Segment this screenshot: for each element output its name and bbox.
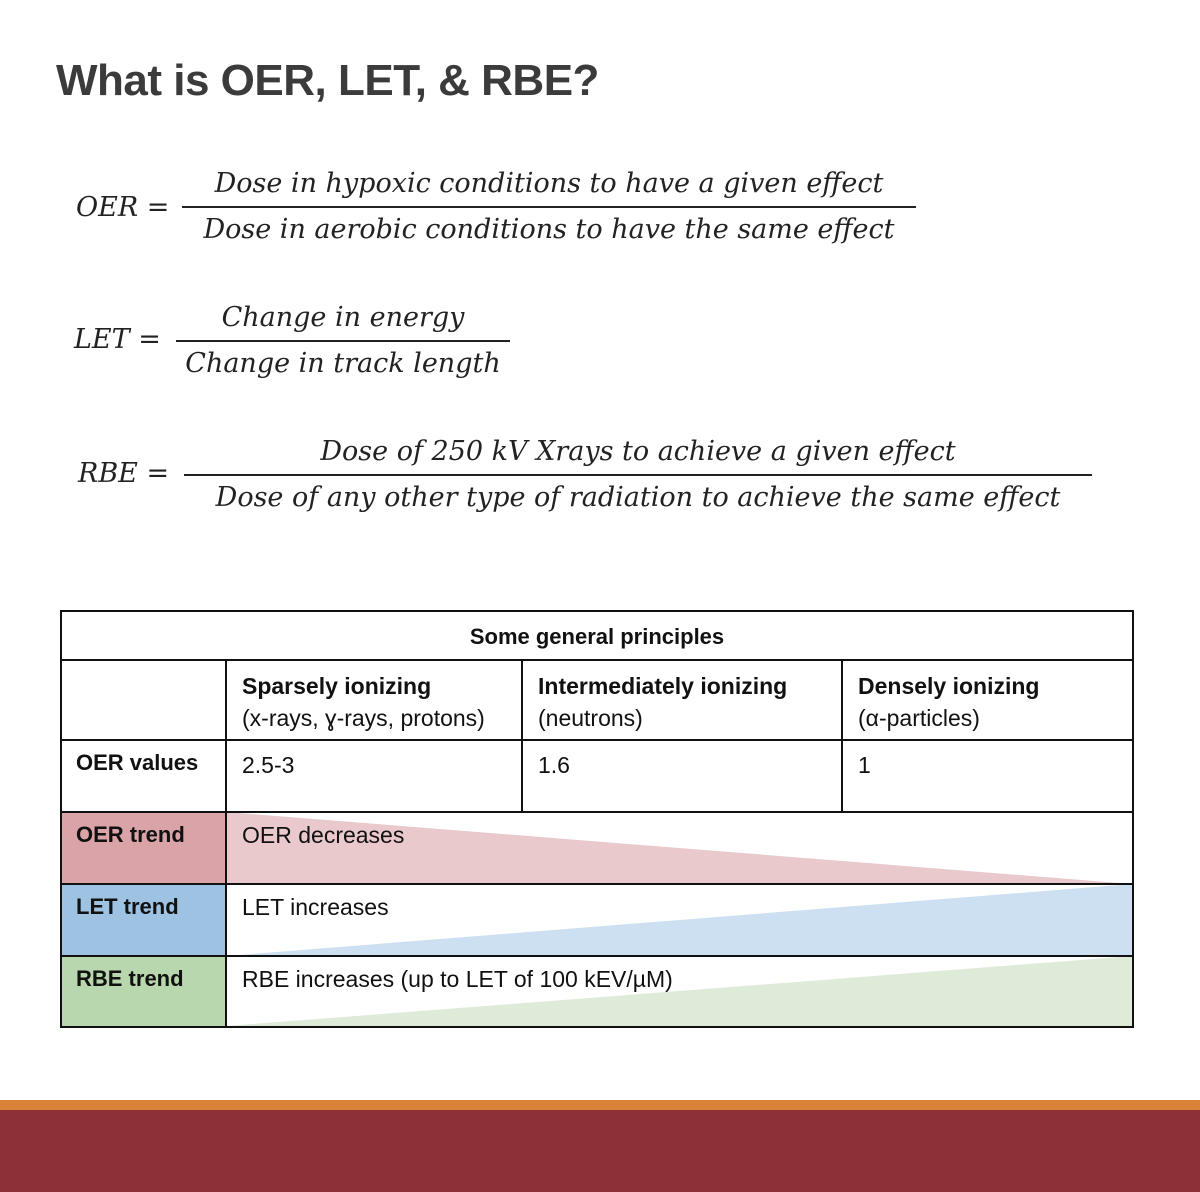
oer-equation-lhs: OER = bbox=[76, 192, 170, 223]
rbe-fraction bbox=[184, 432, 1092, 518]
oer-value-dense: 1 bbox=[858, 752, 871, 778]
rbe-trend-text: RBE increases (up to LET of 100 kEV/µM) bbox=[242, 966, 673, 992]
table-rule bbox=[62, 739, 1132, 741]
let-fraction bbox=[176, 298, 510, 384]
column-header-dense bbox=[842, 660, 1132, 740]
table-caption: Some general principles bbox=[469, 624, 725, 649]
table-rule bbox=[62, 883, 1132, 885]
column-subtitle-sparse: (x-rays, ɣ-rays, protons) bbox=[242, 705, 485, 731]
table-rule bbox=[225, 660, 227, 1026]
oer-trend-text: OER decreases bbox=[242, 822, 405, 848]
let-equation-lhs: LET = bbox=[74, 324, 161, 355]
column-header-sparse bbox=[226, 660, 522, 740]
rbe-trend-cell bbox=[226, 956, 1132, 1026]
let-denominator: Change in track length bbox=[185, 348, 501, 379]
column-subtitle-intermediate: (neutrons) bbox=[538, 705, 643, 731]
oer-trend-cell bbox=[226, 812, 1132, 884]
principles-table bbox=[60, 610, 1134, 1028]
column-subtitle-dense: (α-particles) bbox=[858, 705, 980, 731]
oer-value-sparse: 2.5-3 bbox=[242, 752, 295, 778]
let-fraction-bar bbox=[176, 340, 510, 342]
oer-value-intermediate: 1.6 bbox=[538, 752, 570, 778]
table-rule bbox=[62, 811, 1132, 813]
rbe-numerator: Dose of 250 kV Xrays to achieve a given effect bbox=[320, 436, 956, 467]
let-trend-cell bbox=[226, 884, 1132, 956]
table-rule bbox=[62, 955, 1132, 957]
column-header-intermediate bbox=[522, 660, 842, 740]
column-title-intermediate: Intermediately ionizing bbox=[538, 673, 788, 699]
oer-fraction bbox=[182, 164, 916, 250]
footer-bar bbox=[0, 1110, 1200, 1192]
oer-values-label: OER values bbox=[76, 750, 199, 775]
rbe-denominator: Dose of any other type of radiation to achieve the same effect bbox=[215, 482, 1061, 513]
oer-denominator: Dose in aerobic conditions to have the same effect bbox=[203, 214, 895, 245]
table-rule bbox=[521, 660, 523, 812]
table-rule bbox=[841, 660, 843, 812]
oer-trend-label: OER trend bbox=[62, 812, 226, 884]
column-title-sparse: Sparsely ionizing bbox=[242, 673, 432, 699]
let-trend-text: LET increases bbox=[242, 894, 389, 920]
column-title-dense: Densely ionizing bbox=[858, 673, 1040, 699]
rbe-trend-label: RBE trend bbox=[62, 956, 226, 1026]
rbe-equation-lhs: RBE = bbox=[78, 458, 170, 489]
table-rule bbox=[62, 659, 1132, 661]
rbe-fraction-bar bbox=[184, 474, 1092, 476]
slide-title: What is OER, LET, & RBE? bbox=[56, 56, 599, 105]
footer-accent-line bbox=[0, 1100, 1200, 1110]
let-numerator: Change in energy bbox=[221, 302, 465, 333]
oer-fraction-bar bbox=[182, 206, 916, 208]
let-trend-label: LET trend bbox=[62, 884, 226, 956]
oer-numerator: Dose in hypoxic conditions to have a given effect bbox=[214, 168, 884, 199]
